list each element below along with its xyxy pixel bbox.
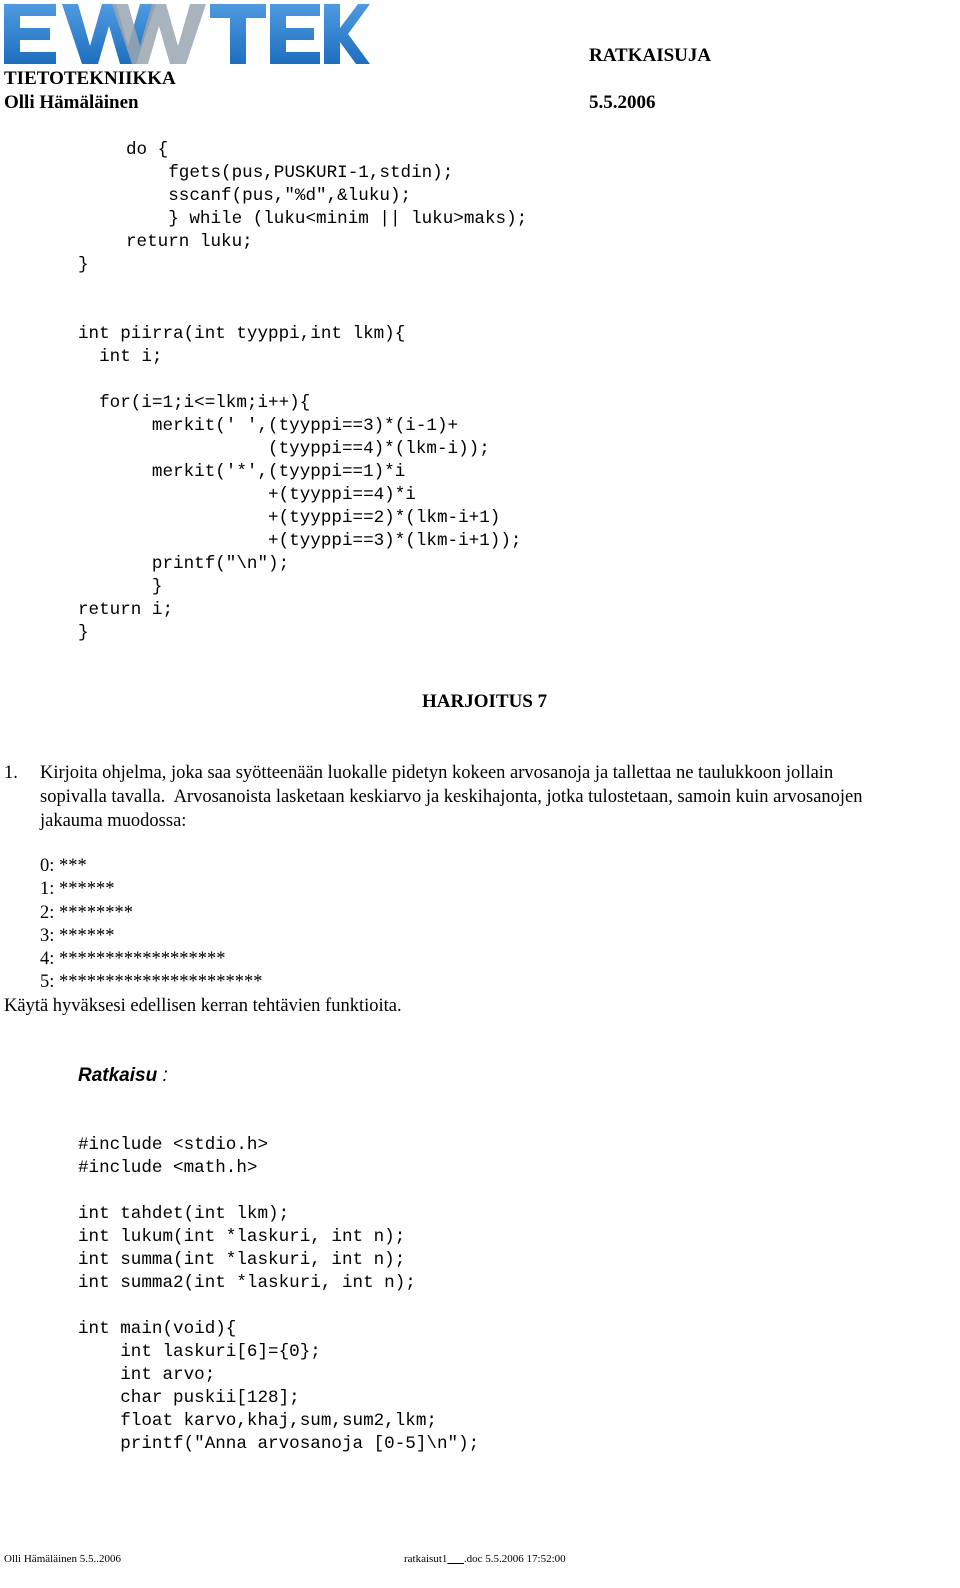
code-block-top xyxy=(78,139,527,645)
code-line: sscanf(pus,"%d",&luku); xyxy=(126,186,412,206)
code-line: int summa2(int *laskuri, int n); xyxy=(78,1273,416,1293)
exercise-number: 1. xyxy=(4,763,18,783)
code-line: } xyxy=(78,577,163,597)
solution-label-text: Ratkaisu xyxy=(78,1065,158,1086)
code-line: +(tyyppi==3)*(lkm-i+1)); xyxy=(78,531,522,551)
doc-type: RATKAISUJA xyxy=(589,45,712,66)
code-line: merkit(' ',(tyyppi==3)*(i-1)+ xyxy=(78,416,459,436)
code-line: char puskii[128]; xyxy=(78,1388,300,1408)
code-line: (tyyppi==4)*(lkm-i)); xyxy=(78,439,490,459)
footer-file-suffix: .doc 5.5.2006 17:52:00 xyxy=(463,1553,566,1565)
code-line: int laskuri[6]={0}; xyxy=(78,1342,321,1362)
code-block-solution xyxy=(78,1134,479,1456)
solution-label xyxy=(78,1065,168,1087)
footer-file-info xyxy=(404,1553,566,1565)
solution-label-colon: : xyxy=(162,1065,168,1086)
code-line xyxy=(78,300,527,323)
code-line: for(i=1;i<=lkm;i++){ xyxy=(78,393,311,413)
code-line: int summa(int *laskuri, int n); xyxy=(78,1250,406,1270)
distribution-row: 4: ****************** xyxy=(40,949,226,970)
code-line: #include <math.h> xyxy=(78,1158,258,1178)
code-line: int piirra(int tyyppi,int lkm){ xyxy=(78,324,406,344)
code-line: int tahdet(int lkm); xyxy=(78,1204,290,1224)
code-line: printf("Anna arvosanoja [0-5]\n"); xyxy=(78,1434,480,1454)
exercise-text-line3: jakauma muodossa: xyxy=(40,811,187,831)
distribution-row: 2: ******** xyxy=(40,902,134,923)
code-line: int i; xyxy=(78,347,163,367)
code-line: +(tyyppi==4)*i xyxy=(78,485,416,505)
code-line xyxy=(78,277,527,300)
exercise-text-line2: sopivalla tavalla. Arvosanoista lasketaan keskiarvo ja keskihajonta, jotka tulostetaan, samoin kuin arvosanojen xyxy=(40,787,863,807)
footer-file-blank: ___ xyxy=(447,1553,464,1565)
distribution-row: 3: ****** xyxy=(40,925,115,946)
code-line: } xyxy=(78,623,89,643)
code-line: return luku; xyxy=(126,232,253,252)
code-line xyxy=(78,369,527,392)
code-line: do { xyxy=(126,140,169,160)
exercise-hint: Käytä hyväksesi edellisen kerran tehtävien funktioita. xyxy=(4,996,402,1016)
code-line: return i; xyxy=(78,600,174,620)
grade-distribution xyxy=(40,855,263,995)
code-line: int arvo; xyxy=(78,1365,216,1385)
code-line: } xyxy=(78,255,89,275)
code-line xyxy=(78,1295,479,1318)
doc-date: 5.5.2006 xyxy=(589,92,656,113)
distribution-row: 0: *** xyxy=(40,856,87,876)
footer-author-date: Olli Hämäläinen 5.5..2006 xyxy=(4,1553,122,1565)
ewtek-logo xyxy=(4,2,370,66)
exercise-text-line1: Kirjoita ohjelma, joka saa syötteenään luokalle pidetyn kokeen arvosanoja ja tallettaa ne taulukkoon jollain xyxy=(40,763,834,783)
code-line: merkit('*',(tyyppi==1)*i xyxy=(78,462,406,482)
code-line: +(tyyppi==2)*(lkm-i+1) xyxy=(78,508,501,528)
code-line: printf("\n"); xyxy=(78,554,290,574)
footer-file-prefix: ratkaisut1 xyxy=(404,1553,448,1565)
code-line: int main(void){ xyxy=(78,1319,237,1339)
author-name: Olli Hämäläinen xyxy=(4,92,139,113)
code-line: float karvo,khaj,sum,sum2,lkm; xyxy=(78,1411,437,1431)
code-line: } while (luku<minim || luku>maks); xyxy=(126,209,528,229)
code-line: #include <stdio.h> xyxy=(78,1135,269,1155)
code-line: fgets(pus,PUSKURI-1,stdin); xyxy=(126,163,454,183)
code-line xyxy=(78,1180,479,1203)
distribution-row: 5: ********************** xyxy=(40,972,263,993)
exercise-title: HARJOITUS 7 xyxy=(422,691,548,712)
distribution-row: 1: ****** xyxy=(40,879,115,900)
code-line: int lukum(int *laskuri, int n); xyxy=(78,1227,406,1247)
org-name: TIETOTEKNIIKKA xyxy=(4,68,176,89)
